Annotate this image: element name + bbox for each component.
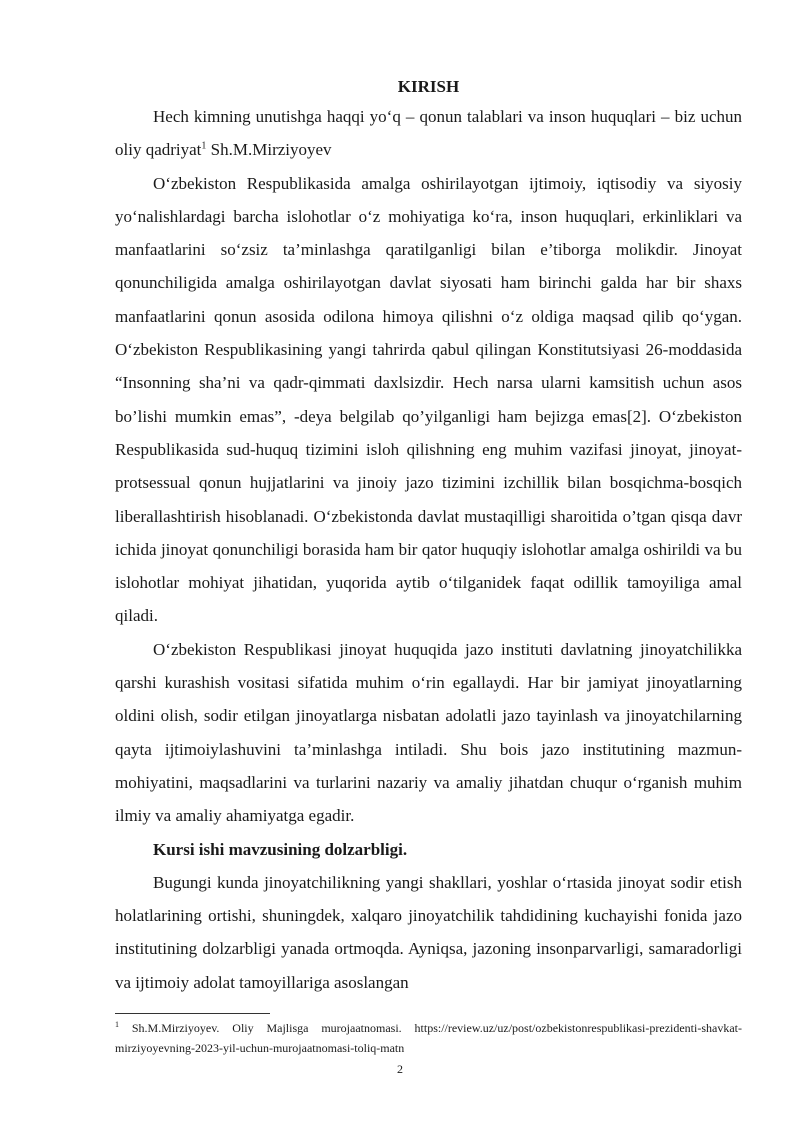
section-heading: Kursi ishi mavzusining dolzarbligi.: [153, 839, 408, 859]
footnote-reference[interactable]: 1: [201, 140, 207, 152]
epigraph: [115, 100, 742, 167]
paragraph: O‘zbekiston Respublikasi jinoyat huquqida jazo instituti davlatning jinoyatchilikka qarshi kurashish vositasi sifatida muhim o‘rin egallaydi. Har bir jamiyat jinoyatlarning oldini olish, sodir etilgan jinoyatlarga nisbatan adolatli jazo tayinlash va jinoyatchilarning qayta ijtimoiylashuvini ta’minlashga intiladi. Shu bois jazo institutining mazmun-mohiyatini, maqsadlarini va turlarini nazariy va amaliy jihatdan chuqur o‘rganish muhim ilmiy va amaliy ahamiyatga egadir.: [115, 639, 742, 826]
page-body: [115, 74, 742, 999]
footnote-text: Sh.M.Mirziyoyev. Oliy Majlisga murojaatnomasi. https://review.uz/uz/post/ozbekistonrespublikasi-prezidenti-shavkat-mirziyoyevning-2023-yil-uchun-murojaatnomasi-toliq-matn: [115, 1021, 742, 1055]
page-number: 2: [397, 1062, 403, 1076]
epigraph-author: Sh.M.Mirziyoyev: [206, 140, 332, 160]
footnote-divider: [115, 1013, 270, 1014]
paragraph: O‘zbekiston Respublikasida amalga oshirilayotgan ijtimoiy, iqtisodiy va siyosiy yo‘nalishlardagi barcha islohotlar o‘z mohiyatiga ko‘ra, inson huquqlari, erkinliklari va manfaatlarini so‘zsiz ta’minlashga qaratilganligi bilan e’tiborga molikdir. Jinoyat qonunchiligida amalga oshirilayotgan davlat siyosati ham birinchi galda har bir shaxs manfaatlarini qonun asosida odilona himoya qilishni o‘z oldiga maqsad qilib qo‘ygan. O‘zbekiston Respublikasining yangi tahrirda qabul qilingan Konstitutsiyasi 26-moddasida “Insonning sha’ni va qadr-qimmati daxlsizdir. Hech narsa ularni kamsitish uchun asos bo’lishi mumkin emas”, -deya belgilab qo’yilganligi ham bejizga emas[2]. O‘zbekiston Respublikasida sud-huquq tizimini isloh qilishning eng muhim vazifasi jinoyat, jinoyat-protsessual qonun hujjatlarini va jinoiy jazo tizimini izchillik bilan bosqichma-bosqich liberallashtirish hisoblanadi. O‘zbekistonda davlat mustaqilligi sharoitida o’tgan qisqa davr ichida jinoyat qonunchiligi borasida ham bir qator huquqiy islohotlar amalga oshirildi va bu islohotlar mohiyat jihatidan, yuqorida aytib o‘tilganidek faqat odillik tamoyiliga amal qiladi.: [115, 173, 742, 626]
epigraph-text: Hech kimning unutishga haqqi yo‘q – qonun talablari va inson huquqlari – biz uchun oliy qadriyat: [115, 107, 742, 160]
page-title: KIRISH: [397, 77, 460, 96]
footnote: [115, 1018, 742, 1058]
paragraph: Bugungi kunda jinoyatchilikning yangi shakllari, yoshlar o‘rtasida jinoyat sodir etish holatlarining ortishi, shuningdek, xalqaro jinoyatchilik tahdidining kuchayishi fonida jazo institutining dolzarbligi yanada ortmoqda. Ayniqsa, jazoning insonparvarligi, samaradorligi va ijtimoiy adolat tamoyillariga asoslangan: [115, 872, 742, 992]
footnote-number: 1: [115, 1020, 119, 1029]
